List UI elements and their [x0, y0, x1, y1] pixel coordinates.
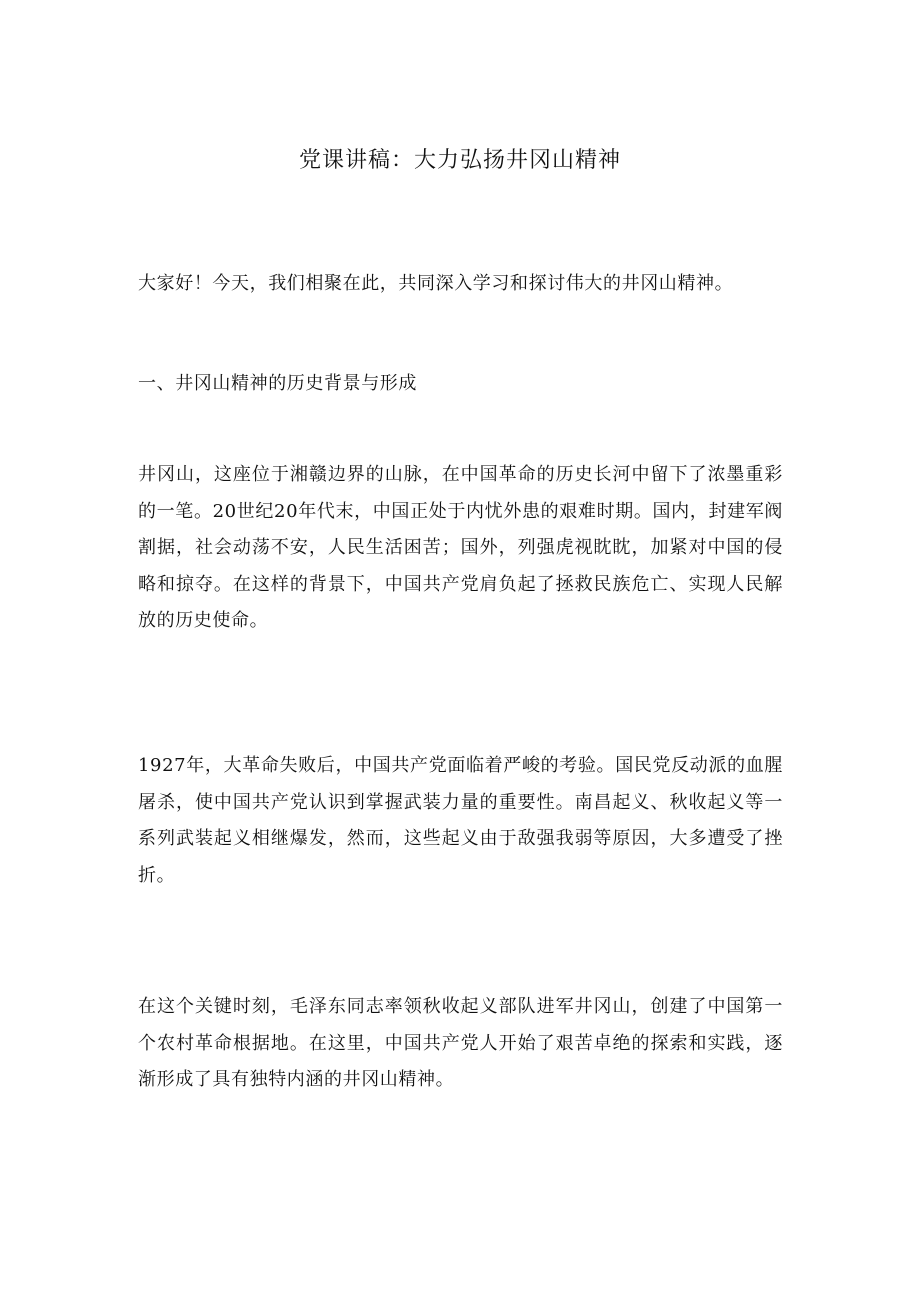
body-paragraph-2: 1927年，大革命失败后，中国共产党面临着严峻的考验。国民党反动派的血腥屠杀，使中国共产党认识到掌握武装力量的重要性。南昌起义、秋收起义等一系列武装起义相继爆发，然而，这些起义由于敌强我弱等原因，大多遭受了挫折。: [138, 755, 783, 886]
body-paragraph-3: 在这个关键时刻，毛泽东同志率领秋收起义部队进军井冈山，创建了中国第一个农村革命根据地。在这里，中国共产党人开始了艰苦卓绝的探索和实践，逐渐形成了具有独特内涵的井冈山精神。: [138, 996, 783, 1090]
greeting-paragraph: 大家好！今天，我们相聚在此，共同深入学习和探讨伟大的井冈山精神。: [138, 273, 734, 294]
document-title: 党课讲稿：大力弘扬井冈山精神: [298, 148, 621, 173]
body-paragraph-1: 井冈山，这座位于湘赣边界的山脉，在中国革命的历史长河中留下了浓墨重彩的一笔。20世纪20年代末，中国正处于内忧外患的艰难时期。国内，封建军阀割据，社会动荡不安，人民生活困苦；国外，列强虎视眈眈，加紧对中国的侵略和掠夺。在这样的背景下，中国共产党肩负起了拯救民族危亡、实现人民解放的历史使命。: [138, 464, 783, 631]
section-heading: 一、井冈山精神的历史背景与形成: [138, 373, 417, 394]
